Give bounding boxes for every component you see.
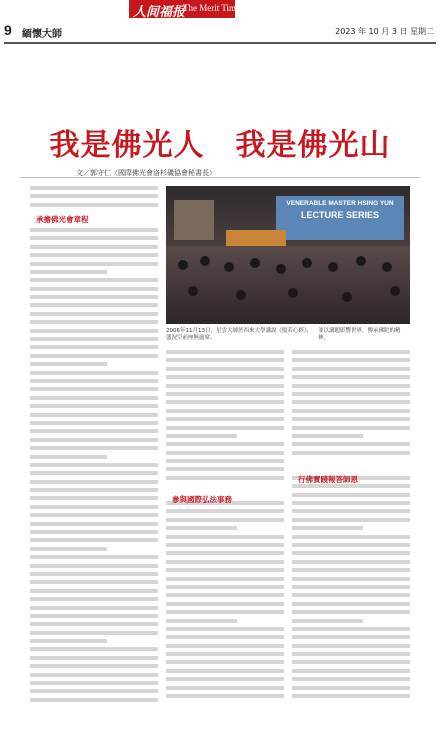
text-line-placeholder bbox=[30, 513, 158, 517]
text-line-placeholder bbox=[166, 434, 237, 438]
text-line-placeholder bbox=[292, 619, 363, 623]
text-line-placeholder bbox=[166, 652, 284, 656]
text-line-placeholder bbox=[30, 413, 158, 417]
text-line-placeholder bbox=[166, 358, 284, 362]
photo-block bbox=[166, 186, 410, 344]
text-line-placeholder bbox=[292, 635, 410, 639]
text-line-placeholder bbox=[292, 543, 410, 547]
text-line-placeholder bbox=[30, 429, 158, 433]
text-line-placeholder bbox=[30, 488, 158, 492]
text-line-placeholder bbox=[292, 585, 410, 589]
text-line-placeholder bbox=[292, 660, 410, 664]
section-name: 緬懷大師 bbox=[22, 29, 62, 40]
text-line-placeholder bbox=[30, 379, 158, 383]
text-line-placeholder bbox=[30, 329, 158, 333]
text-line-placeholder bbox=[30, 480, 158, 484]
text-line-placeholder bbox=[166, 660, 284, 664]
text-line-placeholder bbox=[30, 597, 158, 601]
text-line-placeholder bbox=[166, 467, 284, 471]
text-line-placeholder bbox=[30, 505, 158, 509]
text-line-placeholder bbox=[292, 686, 410, 690]
text-line-placeholder bbox=[166, 551, 284, 555]
text-line-placeholder bbox=[30, 522, 158, 526]
text-line-placeholder bbox=[30, 312, 158, 316]
text-line-placeholder bbox=[30, 606, 158, 610]
text-line-placeholder bbox=[30, 203, 158, 207]
screen-text-line1: VENERABLE MASTER HSING YUN bbox=[286, 200, 394, 207]
text-line-placeholder bbox=[30, 186, 158, 190]
text-line-placeholder bbox=[292, 509, 410, 513]
text-line-placeholder bbox=[30, 371, 158, 375]
article-byline: 文／郭守仁（國際佛光會洛杉磯協會秘書長） bbox=[76, 169, 216, 177]
text-line-placeholder bbox=[292, 602, 410, 606]
text-line-placeholder bbox=[30, 270, 107, 274]
text-line-placeholder bbox=[30, 278, 158, 282]
text-line-placeholder bbox=[30, 538, 158, 542]
text-line-placeholder bbox=[166, 476, 284, 480]
text-line-placeholder bbox=[30, 555, 158, 559]
text-line-placeholder bbox=[292, 400, 410, 404]
article-column-middle bbox=[166, 350, 284, 706]
text-line-placeholder bbox=[292, 644, 410, 648]
lecture-photo bbox=[166, 186, 410, 324]
text-line-placeholder bbox=[166, 375, 284, 379]
article-headline: 我是佛光人 我是佛光山 bbox=[49, 128, 391, 163]
text-line-placeholder bbox=[292, 593, 410, 597]
text-line-placeholder bbox=[166, 535, 284, 539]
text-line-placeholder bbox=[166, 409, 284, 413]
byline-divider bbox=[20, 177, 420, 178]
text-line-placeholder bbox=[292, 677, 410, 681]
text-line-placeholder bbox=[292, 627, 410, 631]
text-line-placeholder bbox=[30, 295, 158, 299]
text-line-placeholder bbox=[30, 387, 158, 391]
text-line-placeholder bbox=[30, 639, 107, 643]
publication-date: 2023 年 10 月 3 日 星期二 bbox=[335, 27, 434, 36]
logo-english: The Merit Times bbox=[183, 3, 244, 13]
text-line-placeholder bbox=[292, 358, 410, 362]
text-line-placeholder bbox=[166, 442, 284, 446]
text-line-placeholder bbox=[166, 426, 284, 430]
text-line-placeholder bbox=[30, 404, 158, 408]
audience bbox=[166, 246, 410, 324]
text-line-placeholder bbox=[292, 526, 363, 530]
header-divider bbox=[4, 42, 436, 44]
text-line-placeholder bbox=[166, 677, 284, 681]
text-line-placeholder bbox=[166, 568, 284, 572]
text-line-placeholder bbox=[292, 577, 410, 581]
text-line-placeholder bbox=[30, 614, 158, 618]
text-line-placeholder bbox=[166, 367, 284, 371]
text-line-placeholder bbox=[292, 417, 410, 421]
text-line-placeholder bbox=[166, 635, 284, 639]
text-line-placeholder bbox=[166, 451, 284, 455]
text-line-placeholder bbox=[30, 320, 158, 324]
screen-text-line2: LECTURE SERIES bbox=[300, 210, 379, 220]
text-line-placeholder bbox=[30, 681, 158, 685]
text-line-placeholder bbox=[166, 392, 284, 396]
text-line-placeholder bbox=[166, 610, 284, 614]
text-line-placeholder bbox=[30, 664, 158, 668]
text-line-placeholder bbox=[292, 610, 410, 614]
masthead bbox=[0, 0, 440, 20]
text-line-placeholder bbox=[292, 568, 410, 572]
text-line-placeholder bbox=[30, 228, 158, 232]
text-line-placeholder bbox=[166, 400, 284, 404]
text-line-placeholder bbox=[30, 647, 158, 651]
text-line-placeholder bbox=[166, 526, 237, 530]
text-line-placeholder bbox=[166, 560, 284, 564]
text-line-placeholder bbox=[166, 585, 284, 589]
text-line-placeholder bbox=[30, 698, 158, 702]
text-line-placeholder bbox=[292, 375, 410, 379]
photo-caption-right: 並以講題影響世界，傳承佛陀的精神。 bbox=[318, 328, 401, 341]
projection-screen bbox=[276, 196, 404, 240]
text-line-placeholder bbox=[292, 501, 410, 505]
text-line-placeholder bbox=[30, 622, 158, 626]
logo-chinese: 人间福报 bbox=[133, 5, 186, 20]
text-line-placeholder bbox=[166, 484, 284, 488]
text-line-placeholder bbox=[292, 669, 410, 673]
text-line-placeholder bbox=[166, 644, 284, 648]
text-line-placeholder bbox=[30, 530, 158, 534]
text-line-placeholder bbox=[166, 459, 284, 463]
text-line-placeholder bbox=[30, 337, 158, 341]
text-line-placeholder bbox=[30, 689, 158, 693]
text-line-placeholder bbox=[30, 421, 158, 425]
text-line-placeholder bbox=[292, 442, 410, 446]
text-line-placeholder bbox=[292, 560, 410, 564]
text-line-placeholder bbox=[30, 438, 158, 442]
newspaper-logo bbox=[129, 0, 244, 20]
text-line-placeholder bbox=[166, 669, 284, 673]
text-line-placeholder bbox=[292, 426, 410, 430]
text-line-placeholder bbox=[30, 496, 158, 500]
text-line-placeholder bbox=[30, 446, 158, 450]
text-line-placeholder bbox=[30, 564, 158, 568]
text-line-placeholder bbox=[166, 686, 284, 690]
text-line-placeholder bbox=[292, 367, 410, 371]
headline-banner bbox=[6, 108, 434, 166]
text-line-placeholder bbox=[292, 384, 410, 388]
text-line-placeholder bbox=[166, 627, 284, 631]
text-line-placeholder bbox=[166, 577, 284, 581]
text-line-placeholder bbox=[292, 493, 410, 497]
text-line-placeholder bbox=[292, 392, 410, 396]
subheading-3: 行佛實踐報答師恩 bbox=[298, 475, 358, 484]
text-line-placeholder bbox=[30, 463, 158, 467]
text-line-placeholder bbox=[30, 572, 158, 576]
text-line-placeholder bbox=[166, 518, 284, 522]
text-line-placeholder bbox=[292, 535, 410, 539]
article-column-right bbox=[292, 350, 410, 706]
text-line-placeholder bbox=[30, 287, 158, 291]
photo-caption-left: 2006年11月13日，星雲大師於西來大學講說《般若心經》，盛況空前座無虛席。 bbox=[166, 328, 313, 341]
text-line-placeholder bbox=[30, 455, 107, 459]
text-line-placeholder bbox=[30, 303, 158, 307]
text-line-placeholder bbox=[292, 434, 363, 438]
text-line-placeholder bbox=[30, 262, 158, 266]
text-line-placeholder bbox=[30, 589, 158, 593]
text-line-placeholder bbox=[166, 619, 237, 623]
text-line-placeholder bbox=[292, 652, 410, 656]
text-line-placeholder bbox=[292, 459, 410, 463]
text-line-placeholder bbox=[292, 350, 410, 354]
text-line-placeholder bbox=[30, 362, 107, 366]
text-line-placeholder bbox=[166, 543, 284, 547]
text-line-placeholder bbox=[30, 673, 158, 677]
text-line-placeholder bbox=[292, 451, 410, 455]
text-line-placeholder bbox=[166, 602, 284, 606]
page-header bbox=[0, 20, 440, 42]
text-line-placeholder bbox=[292, 409, 410, 413]
text-line-placeholder bbox=[30, 396, 158, 400]
text-line-placeholder bbox=[166, 350, 284, 354]
text-line-placeholder bbox=[166, 384, 284, 388]
text-line-placeholder bbox=[166, 509, 284, 513]
text-line-placeholder bbox=[292, 467, 410, 471]
text-line-placeholder bbox=[30, 547, 107, 551]
text-line-placeholder bbox=[292, 518, 410, 522]
text-line-placeholder bbox=[30, 245, 158, 249]
text-line-placeholder bbox=[30, 580, 158, 584]
text-line-placeholder bbox=[292, 694, 410, 698]
text-line-placeholder bbox=[30, 656, 158, 660]
subheading-2: 參與國際弘法事務 bbox=[172, 495, 232, 504]
text-line-placeholder bbox=[30, 236, 158, 240]
text-line-placeholder bbox=[30, 194, 158, 198]
text-line-placeholder bbox=[292, 551, 410, 555]
text-line-placeholder bbox=[166, 417, 284, 421]
page-number: 9 bbox=[4, 22, 12, 38]
text-line-placeholder bbox=[30, 471, 158, 475]
text-line-placeholder bbox=[30, 631, 158, 635]
text-line-placeholder bbox=[166, 694, 284, 698]
text-line-placeholder bbox=[30, 345, 158, 349]
text-line-placeholder bbox=[166, 593, 284, 597]
article-column-left bbox=[30, 186, 158, 706]
text-line-placeholder bbox=[30, 253, 158, 257]
subheading-1: 承擔佛光會章程 bbox=[36, 215, 89, 224]
text-line-placeholder bbox=[30, 354, 158, 358]
